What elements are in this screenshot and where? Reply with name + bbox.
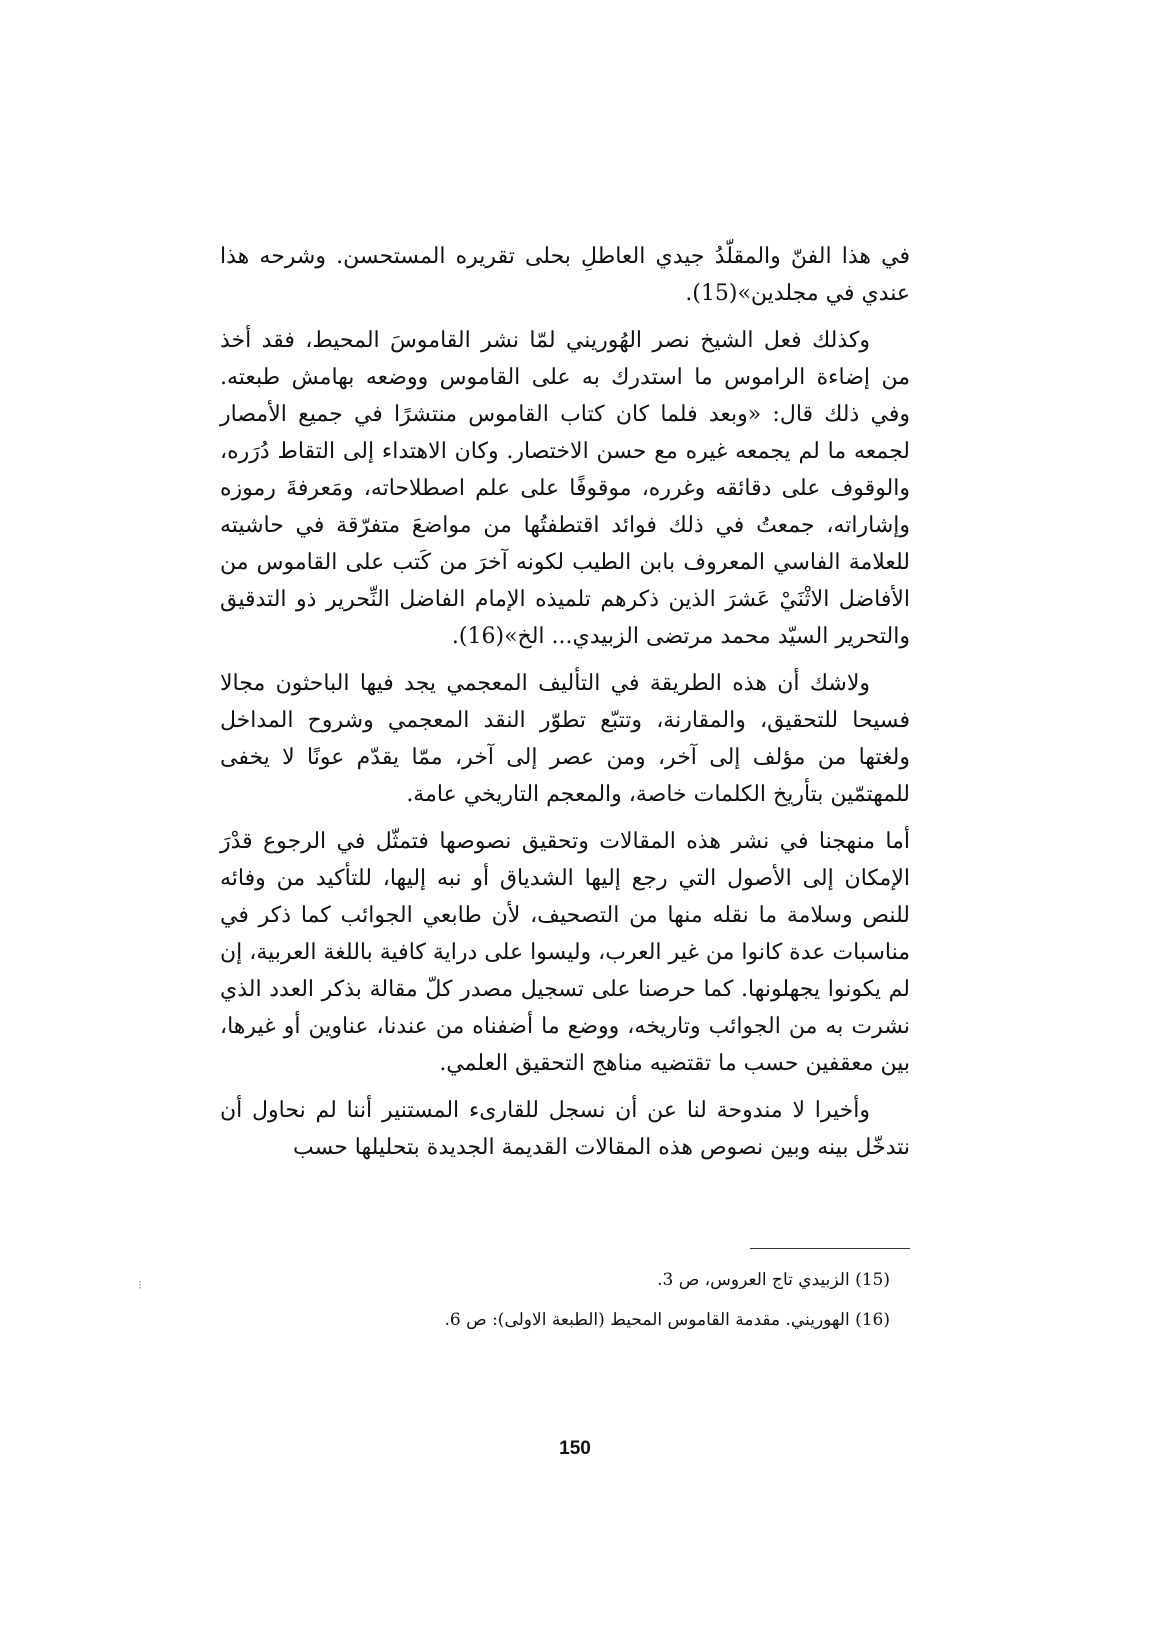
paragraph: وأخيرا لا مندوحة لنا عن أن نسجل للقارىء المستنير أننا لم نحاول أن نتدخّل بينه وبين نصوص هذه المقالات القديمة الجديدة بتحليلها حسب: [220, 1098, 910, 1160]
main-text: [220, 238, 910, 1176]
margin-mark: ⁝: [138, 1278, 142, 1292]
paragraph: وكذلك فعل الشيخ نصر الهُوريني لمّا نشر القاموسَ المحيط، فقد أخذ من إضاءة الراموس ما استدرك به على القاموس ووضعه بهامش طبعته. وفي ذلك قال: «وبعد فلما كان كتاب القاموس منتشرًا في جميع الأمصار لجمعه ما لم يجمعه غيره مع حسن الاختصار. وكان الاهتداء إلى التقاط دُرَره، والوقوف على دقائقه وغرره، موقوفًا على علم اصطلاحاته، ومَعرفةَ رموزه وإشاراته، جمعتُ في ذلك فوائد اقتطفتُها من مواضعَ متفرّقة في حاشيته للعلامة الفاسي المعروف بابن الطيب لكونه آخرَ من كَتب على القاموس من الأفاضل الاثْنَيْ عَشرَ الذين ذكرهم تلميذه الإمام الفاضل النِّحرير ذو التدقيق والتحرير السيّد محمد مرتضى الزبيدي... الخ»(16).: [220, 328, 910, 649]
footnote-divider: [750, 1248, 910, 1249]
footnote: (15) الزبيدي تاج العروس، ص 3.: [657, 1270, 890, 1290]
paragraph: ولاشك أن هذه الطريقة في التأليف المعجمي يجد فيها الباحثون مجالا فسيحا للتحقيق، والمقارنة، وتتبّع تطوّر النقد المعجمي وشروح المداخل ولغتها من مؤلف إلى آخر، ومن عصر إلى آخر، ممّا يقدّم عونًا لا يخفى للمهتمّين بتأريخ الكلمات خاصة، والمعجم التاريخي عامة.: [220, 671, 910, 807]
footnote: (16) الهوريني. مقدمة القاموس المحيط (الطبعة الاولى): ص 6.: [444, 1310, 890, 1330]
paragraph: أما منهجنا في نشر هذه المقالات وتحقيق نصوصها فتمثّل في الرجوع قدْرَ الإمكان إلى الأصول التي رجع إليها الشدياق أو نبه إليها، للتأكيد من وفائه للنص وسلامة ما نقله منها من التصحيف، لأن طابعي الجوائب كما ذكر في مناسبات عدة كانوا من غير العرب، وليسوا على دراية كافية باللغة العربية، إن لم يكونوا يجهلونها. كما حرصنا على تسجيل مصدر كلّ مقالة بذكر العدد الذي نشرت به من الجوائب وتاريخه، ووضع ما أضفناه من عندنا، عناوين أو غيرها، بين معقفين حسب ما تقتضيه مناهج التحقيق العلمي.: [220, 829, 910, 1076]
paragraph: في هذا الفنّ والمقلّدُ جيدي العاطلِ بحلى تقريره المستحسن. وشرحه هذا عندي في مجلدين»(15).: [220, 244, 910, 306]
page-number: 150: [559, 1438, 591, 1459]
footnotes: [220, 1268, 890, 1348]
